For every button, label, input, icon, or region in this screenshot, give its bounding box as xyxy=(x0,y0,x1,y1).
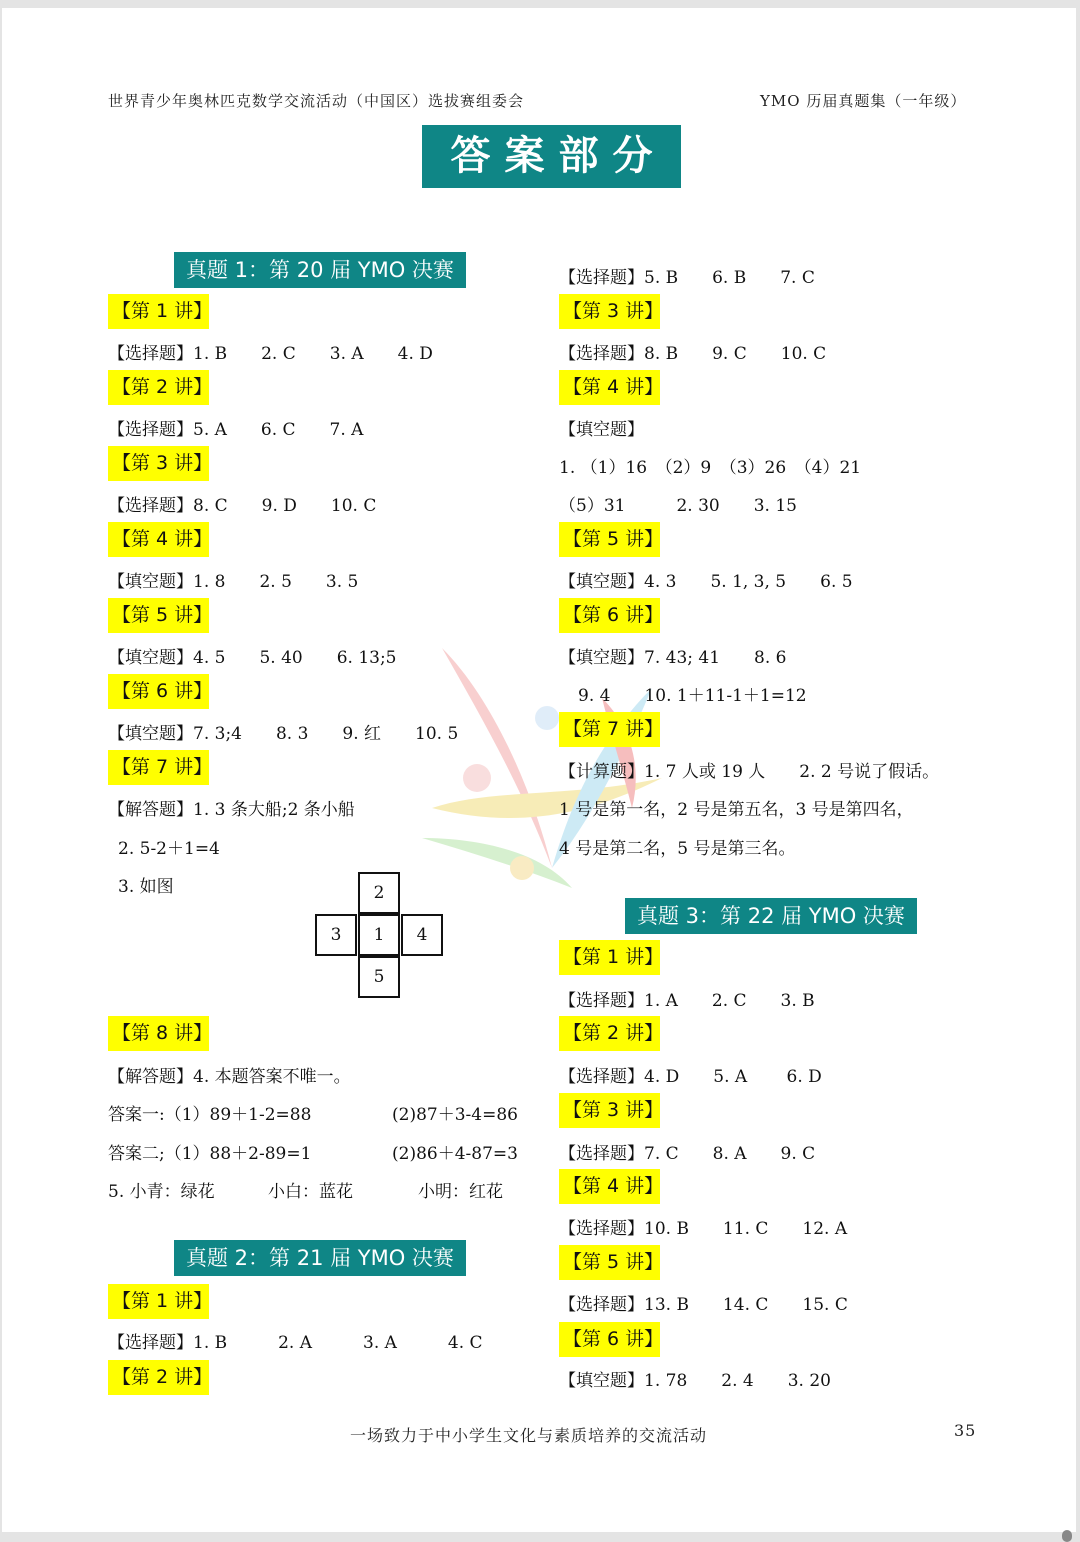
answer-line: 小明：红花 xyxy=(418,1182,503,1202)
lecture-heading: 【第 3 讲】 xyxy=(559,1093,660,1128)
answer-line: 【选择题】7. C 8. A 9. C xyxy=(559,1144,816,1164)
section-banner-2: 真题 2：第 21 届 YMO 决赛 xyxy=(174,1240,466,1276)
lecture-heading: 【第 5 讲】 xyxy=(559,1245,660,1280)
page-number: 35 xyxy=(954,1421,977,1440)
answer-line: 答案一:（1）89＋1-2=88 xyxy=(108,1105,312,1125)
answer-line: 2. 5-2＋1=4 xyxy=(118,839,220,859)
lecture-heading: 【第 6 讲】 xyxy=(559,598,660,633)
lecture-heading: 【第 4 讲】 xyxy=(559,1169,660,1204)
answer-line: 【计算题】1. 7 人或 19 人 2. 2 号说了假话。 xyxy=(559,762,940,782)
answer-line: 4 号是第二名，5 号是第三名。 xyxy=(559,839,796,859)
lecture-heading: 【第 2 讲】 xyxy=(559,1016,660,1051)
answer-line: 小白：蓝花 xyxy=(268,1182,353,1202)
answer-line: 【选择题】1. B 2. A 3. A 4. C xyxy=(108,1333,483,1353)
answer-line: 【填空题】4. 5 5. 40 6. 13;5 xyxy=(108,648,397,668)
answer-line: 1. （1）16 （2）9 （3）26 （4）21 xyxy=(559,458,862,478)
answer-line: 【填空题】4. 3 5. 1, 3, 5 6. 5 xyxy=(559,572,853,592)
lecture-heading: 【第 4 讲】 xyxy=(559,370,660,405)
lecture-heading: 【第 7 讲】 xyxy=(559,712,660,747)
answer-line: 5. 小青：绿花 xyxy=(108,1182,215,1202)
answer-line: 【解答题】1. 3 条大船;2 条小船 xyxy=(108,800,355,820)
header-left: 世界青少年奥林匹克数学交流活动（中国区）选拔赛组委会 xyxy=(108,92,525,110)
net-cell-right: 4 xyxy=(401,914,443,956)
lecture-heading: 【第 1 讲】 xyxy=(108,294,209,329)
lecture-heading: 【第 2 讲】 xyxy=(108,1360,209,1395)
lecture-heading: 【第 4 讲】 xyxy=(108,522,209,557)
answer-line: 【选择题】1. B 2. C 3. A 4. D xyxy=(108,344,433,364)
section-banner-3: 真题 3：第 22 届 YMO 决赛 xyxy=(625,898,917,934)
page-title: 答案部分 xyxy=(422,125,681,188)
answer-line: 【填空题】 xyxy=(559,420,644,440)
answer-line: 【选择题】5. A 6. C 7. A xyxy=(108,420,364,440)
answer-line: 9. 4 10. 1＋11-1＋1=12 xyxy=(578,686,807,706)
lecture-heading: 【第 5 讲】 xyxy=(559,522,660,557)
lecture-heading: 【第 1 讲】 xyxy=(108,1284,209,1319)
lecture-heading: 【第 6 讲】 xyxy=(559,1322,660,1357)
answer-line: 【选择题】8. B 9. C 10. C xyxy=(559,344,827,364)
lecture-heading: 【第 3 讲】 xyxy=(559,294,660,329)
answer-line: (2)86＋4-87=3 xyxy=(392,1144,518,1164)
answer-line: 【填空题】1. 78 2. 4 3. 20 xyxy=(559,1371,831,1391)
lecture-heading: 【第 6 讲】 xyxy=(108,674,209,709)
lecture-heading: 【第 2 讲】 xyxy=(108,370,209,405)
header-right: YMO 历届真题集（一年级） xyxy=(760,92,967,110)
net-cell-left: 3 xyxy=(315,914,357,956)
answer-line: 【填空题】1. 8 2. 5 3. 5 xyxy=(108,572,359,592)
lecture-heading: 【第 3 讲】 xyxy=(108,446,209,481)
section-banner-1: 真题 1：第 20 届 YMO 决赛 xyxy=(174,252,466,288)
answer-line: 【选择题】4. D 5. A 6. D xyxy=(559,1067,822,1087)
answer-line: 【填空题】7. 43; 41 8. 6 xyxy=(559,648,787,668)
answer-line: 【选择题】13. B 14. C 15. C xyxy=(559,1295,848,1315)
net-cell-bottom: 5 xyxy=(358,956,400,998)
footer-text: 一场致力于中小学生文化与素质培养的交流活动 xyxy=(350,1426,708,1445)
answer-line: 【选择题】1. A 2. C 3. B xyxy=(559,991,815,1011)
lecture-heading: 【第 5 讲】 xyxy=(108,598,209,633)
answer-line: 【选择题】8. C 9. D 10. C xyxy=(108,496,377,516)
answer-line: （5）31 2. 30 3. 15 xyxy=(559,496,797,516)
net-cell-top: 2 xyxy=(358,872,400,914)
lecture-heading: 【第 7 讲】 xyxy=(108,750,209,785)
net-cell-center: 1 xyxy=(358,914,400,956)
answer-line: (2)87＋3-4=86 xyxy=(392,1105,518,1125)
scrollbar-thumb[interactable] xyxy=(1062,1530,1072,1542)
answer-line: 【填空题】7. 3;4 8. 3 9. 红 10. 5 xyxy=(108,724,459,744)
answer-line: 1 号是第一名，2 号是第五名，3 号是第四名， xyxy=(559,800,914,820)
document-page xyxy=(2,8,1076,1532)
answer-line: 答案二;（1）88＋2-89=1 xyxy=(108,1144,312,1164)
answer-line: 【选择题】5. B 6. B 7. C xyxy=(559,268,815,288)
lecture-heading: 【第 8 讲】 xyxy=(108,1016,209,1051)
answer-line: 3. 如图 xyxy=(118,877,174,897)
answer-line: 【解答题】4. 本题答案不唯一。 xyxy=(108,1067,351,1087)
lecture-heading: 【第 1 讲】 xyxy=(559,940,660,975)
answer-line: 【选择题】10. B 11. C 12. A xyxy=(559,1219,848,1239)
